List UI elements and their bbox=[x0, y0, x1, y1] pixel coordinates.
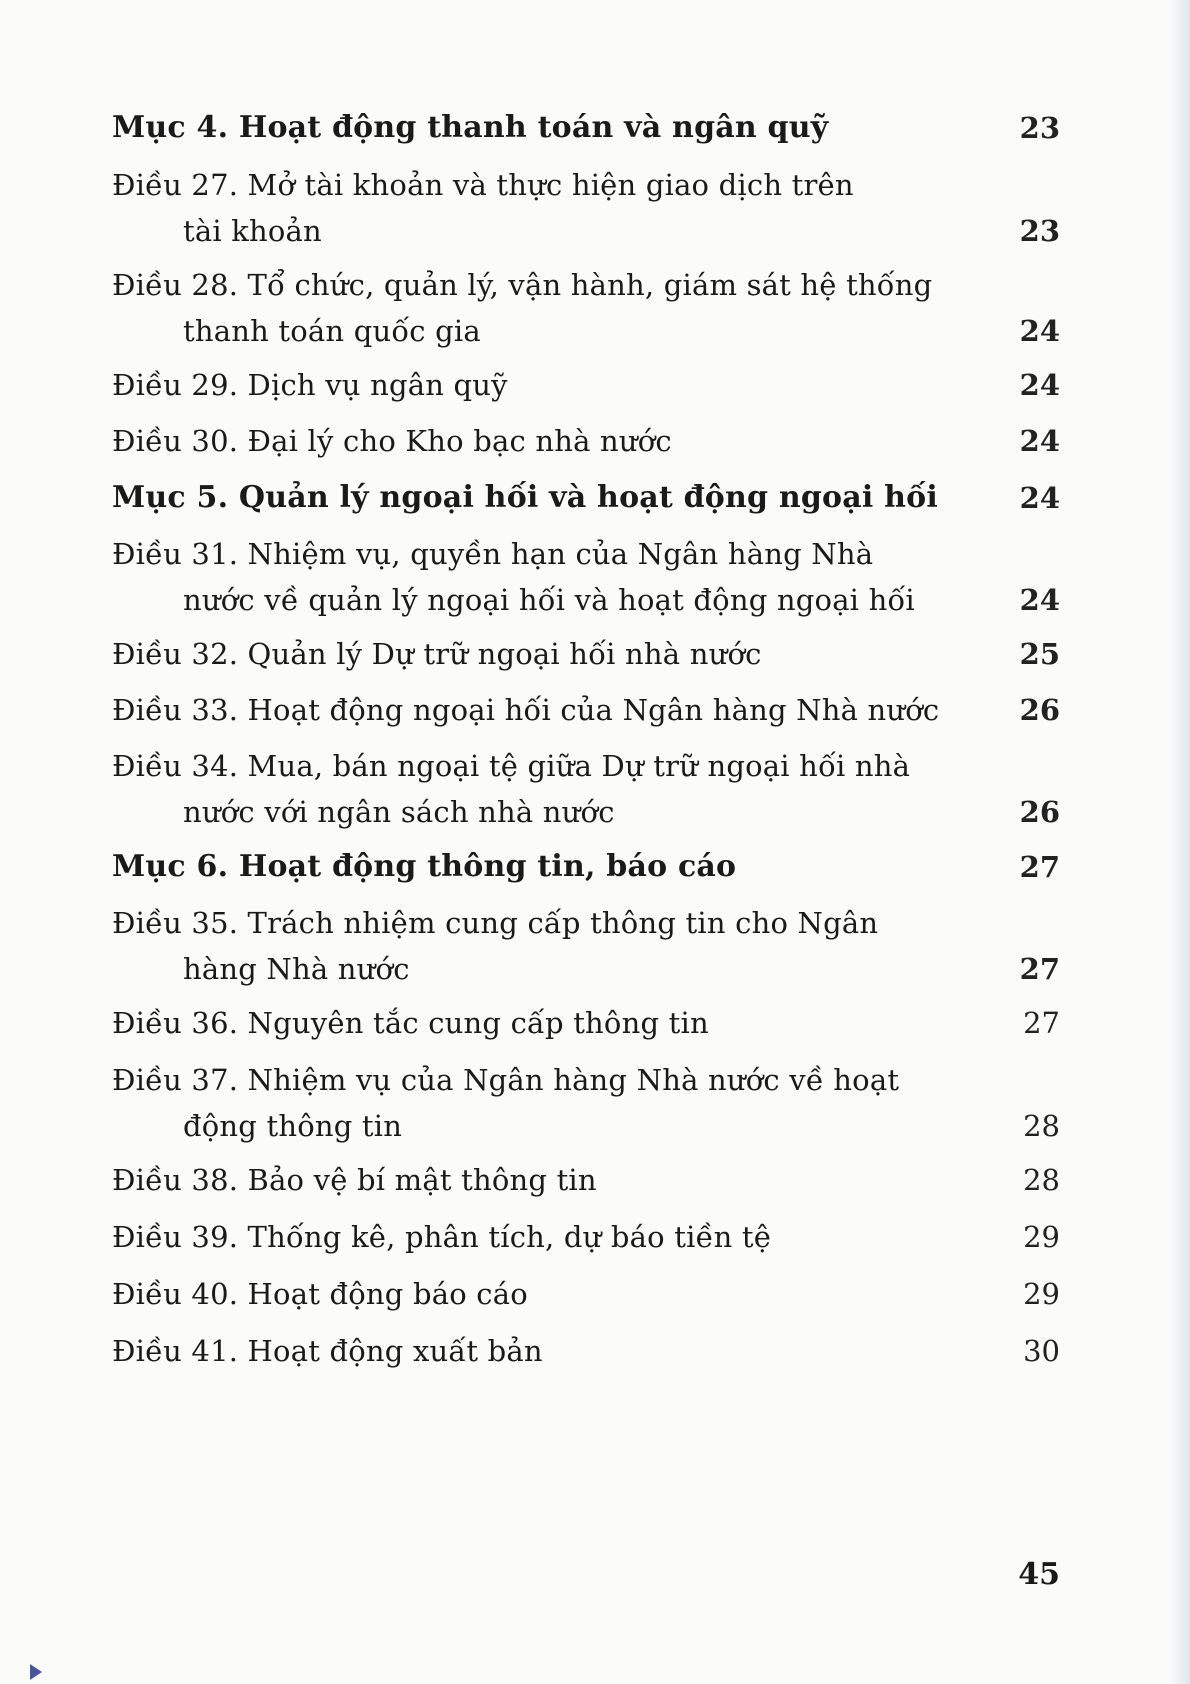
toc-entry-title: Mục 5. Quản lý ngoại hối và hoạt động ngoại hối bbox=[112, 480, 938, 515]
toc-page-number: 23 bbox=[1019, 214, 1060, 248]
toc-page-number: 27 bbox=[1019, 850, 1060, 884]
toc-page-number: 23 bbox=[1019, 111, 1060, 145]
toc-page-number: 25 bbox=[1019, 637, 1060, 671]
toc-page-number: 30 bbox=[1023, 1334, 1060, 1368]
toc-entry-title: Điều 39. Thống kê, phân tích, dự báo tiền tệ bbox=[112, 1220, 772, 1254]
toc-page-number: 27 bbox=[1019, 952, 1060, 986]
toc-entry-title-continued: động thông tin bbox=[183, 1109, 403, 1143]
toc-entry-title: Điều 38. Bảo vệ bí mật thông tin bbox=[112, 1163, 597, 1197]
page-number: 45 bbox=[1018, 1557, 1060, 1592]
toc-entry-title: Điều 32. Quản lý Dự trữ ngoại hối nhà nước bbox=[112, 637, 762, 671]
page-edge-shadow bbox=[1168, 0, 1190, 1684]
toc-entry-title-continued: nước về quản lý ngoại hối và hoạt động ngoại hối bbox=[183, 583, 915, 617]
toc-page-number: 29 bbox=[1023, 1277, 1060, 1311]
toc-page-number: 24 bbox=[1019, 314, 1060, 348]
toc-page-number: 24 bbox=[1019, 583, 1060, 617]
toc-entry-title: Mục 4. Hoạt động thanh toán và ngân quỹ bbox=[112, 110, 829, 145]
toc-entry-title: Điều 30. Đại lý cho Kho bạc nhà nước bbox=[112, 424, 672, 458]
corner-triangle-icon bbox=[30, 1664, 42, 1680]
toc-entry-title: Điều 28. Tổ chức, quản lý, vận hành, giám sát hệ thống bbox=[112, 268, 933, 302]
toc-page-number: 24 bbox=[1019, 368, 1060, 402]
toc-page-number: 26 bbox=[1019, 693, 1060, 727]
toc-entry-title: Điều 35. Trách nhiệm cung cấp thông tin cho Ngân bbox=[112, 906, 879, 940]
toc-page-number: 29 bbox=[1023, 1220, 1060, 1254]
toc-page-number: 26 bbox=[1019, 795, 1060, 829]
toc-entry-title-continued: thanh toán quốc gia bbox=[183, 314, 481, 348]
toc-page-number: 24 bbox=[1019, 481, 1060, 515]
toc-entry-title: Điều 36. Nguyên tắc cung cấp thông tin bbox=[112, 1006, 709, 1040]
toc-entry-title: Mục 6. Hoạt động thông tin, báo cáo bbox=[112, 849, 737, 884]
toc-entry-title-continued: hàng Nhà nước bbox=[183, 952, 410, 986]
toc-entry-title-continued: nước với ngân sách nhà nước bbox=[183, 795, 615, 829]
toc-entry-title: Điều 34. Mua, bán ngoại tệ giữa Dự trữ ngoại hối nhà bbox=[112, 749, 911, 783]
toc-entry-title: Điều 41. Hoạt động xuất bản bbox=[112, 1334, 543, 1368]
toc-entry-title: Điều 37. Nhiệm vụ của Ngân hàng Nhà nước về hoạt bbox=[112, 1063, 900, 1097]
toc-page-number: 24 bbox=[1019, 424, 1060, 458]
toc-entry-title: Điều 27. Mở tài khoản và thực hiện giao dịch trên bbox=[112, 168, 854, 202]
toc-entry-title: Điều 29. Dịch vụ ngân quỹ bbox=[112, 368, 508, 402]
toc-page-number: 28 bbox=[1023, 1109, 1060, 1143]
toc-entry-title-continued: tài khoản bbox=[183, 214, 322, 248]
toc-page-number: 28 bbox=[1023, 1163, 1060, 1197]
toc-page-number: 27 bbox=[1023, 1006, 1060, 1040]
toc-entry-title: Điều 33. Hoạt động ngoại hối của Ngân hàng Nhà nước bbox=[112, 693, 940, 727]
toc-entry-title: Điều 40. Hoạt động báo cáo bbox=[112, 1277, 528, 1311]
toc-entry-title: Điều 31. Nhiệm vụ, quyền hạn của Ngân hàng Nhà bbox=[112, 537, 874, 571]
